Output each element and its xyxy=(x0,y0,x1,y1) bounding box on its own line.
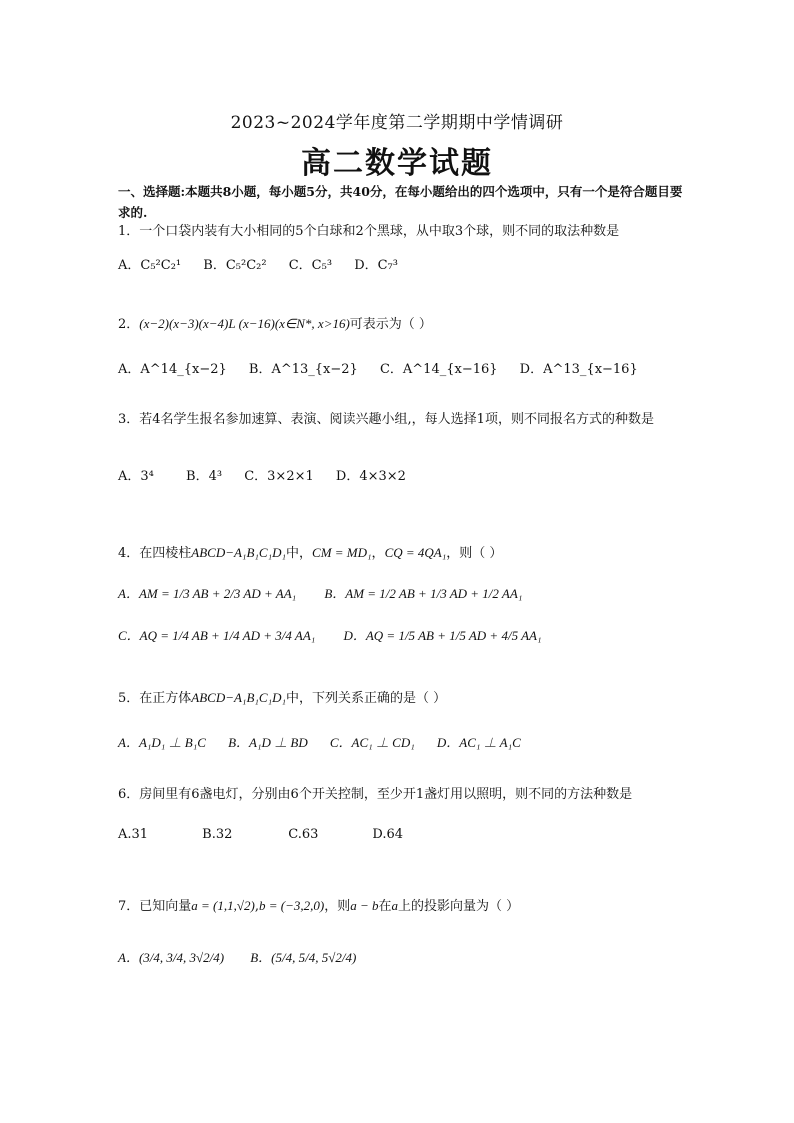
q4-suffix: ，则（ ） xyxy=(446,546,503,561)
q2-option-d[interactable]: D．A^13_{x−16} xyxy=(519,362,638,377)
q1-option-b[interactable]: B．C₅²C₂² xyxy=(203,258,267,273)
q4-option-d[interactable]: D．AQ = 1/5 AB + 1/5 AD + 4/5 AA₁ xyxy=(343,628,542,643)
question-4-options-row-2 xyxy=(118,625,559,644)
q2-suffix: 可表示为（ ） xyxy=(349,317,432,332)
question-7-stem: 7．已知向量a = (1,1,√2),b = (−3,2,0)，则a − b在a上的投影向量为（ ） xyxy=(118,898,520,914)
q7-suffix: 上的投影向量为（ ） xyxy=(398,899,520,914)
q4-prism: ABCD−A₁B₁C₁D₁ xyxy=(191,545,287,560)
question-7-options xyxy=(118,947,374,966)
exam-subtitle: 2023~2024学年度第二学期期中学情调研 xyxy=(230,113,564,133)
q6-option-b[interactable]: B.32 xyxy=(202,827,233,842)
q5-prefix: 5．在正方体 xyxy=(118,691,192,706)
exam-title: 高二数学试题 xyxy=(301,146,493,181)
q7-mid: ，则 xyxy=(324,899,351,914)
q4-option-c[interactable]: C．AQ = 1/4 AB + 1/4 AD + 3/4 AA₁ xyxy=(118,628,316,643)
question-3-stem: 3．若4名学生报名参加速算、表演、阅读兴趣小组,，每人选择1项，则不同报名方式的种数是 xyxy=(118,412,654,427)
q7-option-b[interactable]: B．(5/4, 5/4, 5√2/4) xyxy=(250,950,357,965)
q4-prefix: 4．在四棱柱 xyxy=(118,546,192,561)
q7-expression-2: a xyxy=(391,898,399,913)
q6-option-c[interactable]: C.63 xyxy=(288,827,319,842)
q5-option-a[interactable]: A．A₁D₁ ⊥ B₁C xyxy=(118,735,206,750)
question-1-options xyxy=(118,254,416,273)
q1-option-d[interactable]: D．C₇³ xyxy=(354,258,398,273)
q2-expression: (x−2)(x−3)(x−4)L (x−16)(x∈N*, x>16) xyxy=(139,316,350,331)
question-2-options xyxy=(118,358,656,377)
q3-option-d[interactable]: D．4×3×2 xyxy=(335,469,406,484)
q4-mid: 中， xyxy=(286,546,313,561)
q7-expression: a − b xyxy=(350,898,379,913)
q3-option-b[interactable]: B．4³ xyxy=(186,469,223,484)
q7-prefix: 7．已知向量 xyxy=(118,899,192,914)
question-1-stem: 1．一个口袋内装有大小相同的5个白球和2个黑球，从中取3个球，则不同的取法种数是 xyxy=(118,224,620,239)
q4-condition-2: CQ = 4QA₁ xyxy=(384,545,447,560)
question-4-stem: 4．在四棱柱ABCD−A₁B₁C₁D₁中，CM = MD₁，CQ = 4QA₁，则（ ） xyxy=(118,545,503,561)
question-5-stem xyxy=(118,688,690,709)
question-3-options xyxy=(118,465,424,484)
q5-cube: ABCD−A₁B₁C₁D₁ xyxy=(191,690,287,705)
q5-option-c[interactable]: C．AC₁ ⊥ CD₁ xyxy=(329,735,415,750)
q3-option-a[interactable]: A．3⁴ xyxy=(118,469,154,484)
q5-option-d[interactable]: D．AC₁ ⊥ A₁C xyxy=(436,735,521,750)
q7-option-a[interactable]: A．(3/4, 3/4, 3√2/4) xyxy=(118,950,225,965)
q4-option-a[interactable]: A．AM = 1/3 AB + 2/3 AD + AA₁ xyxy=(118,586,297,601)
q7-vector-b: b = (−3,2,0) xyxy=(259,898,325,913)
section-instruction: 一、选择题:本题共8小题，每小题5分，共40分，在每小题给出的四个选项中，只有一个是符合题目要求的. xyxy=(118,184,683,220)
q4-option-b[interactable]: B．AM = 1/2 AB + 1/3 AD + 1/2 AA₁ xyxy=(324,586,523,601)
q2-option-b[interactable]: B．A^13_{x−2} xyxy=(248,362,358,377)
q1-option-c[interactable]: C．C₅³ xyxy=(288,258,333,273)
q7-vector-a: a = (1,1,√2) xyxy=(191,898,255,913)
question-5-options xyxy=(118,732,539,751)
q5-option-b[interactable]: B．A₁D ⊥ BD xyxy=(228,735,308,750)
question-4-options-row-1 xyxy=(118,583,540,602)
q2-option-a[interactable]: A．A^14_{x−2} xyxy=(118,362,227,377)
q6-option-a[interactable]: A.31 xyxy=(118,827,149,842)
q7-mid-2: 在 xyxy=(378,899,392,914)
q2-prefix: 2． xyxy=(118,317,140,332)
question-6-options xyxy=(118,827,421,842)
question-6-stem: 6．房间里有6盏电灯，分别由6个开关控制，至少开1盏灯用以照明，则不同的方法种数是 xyxy=(118,787,633,802)
q6-option-d[interactable]: D.64 xyxy=(372,827,404,842)
question-2-stem xyxy=(118,314,690,335)
q2-option-c[interactable]: C．A^14_{x−16} xyxy=(379,362,498,377)
q3-option-c[interactable]: C．3×2×1 xyxy=(244,469,314,484)
q4-condition-1: CM = MD₁ xyxy=(312,545,372,560)
q5-suffix: 中，下列关系正确的是（ ） xyxy=(286,691,447,706)
q1-option-a[interactable]: A．C₅²C₂¹ xyxy=(118,258,182,273)
